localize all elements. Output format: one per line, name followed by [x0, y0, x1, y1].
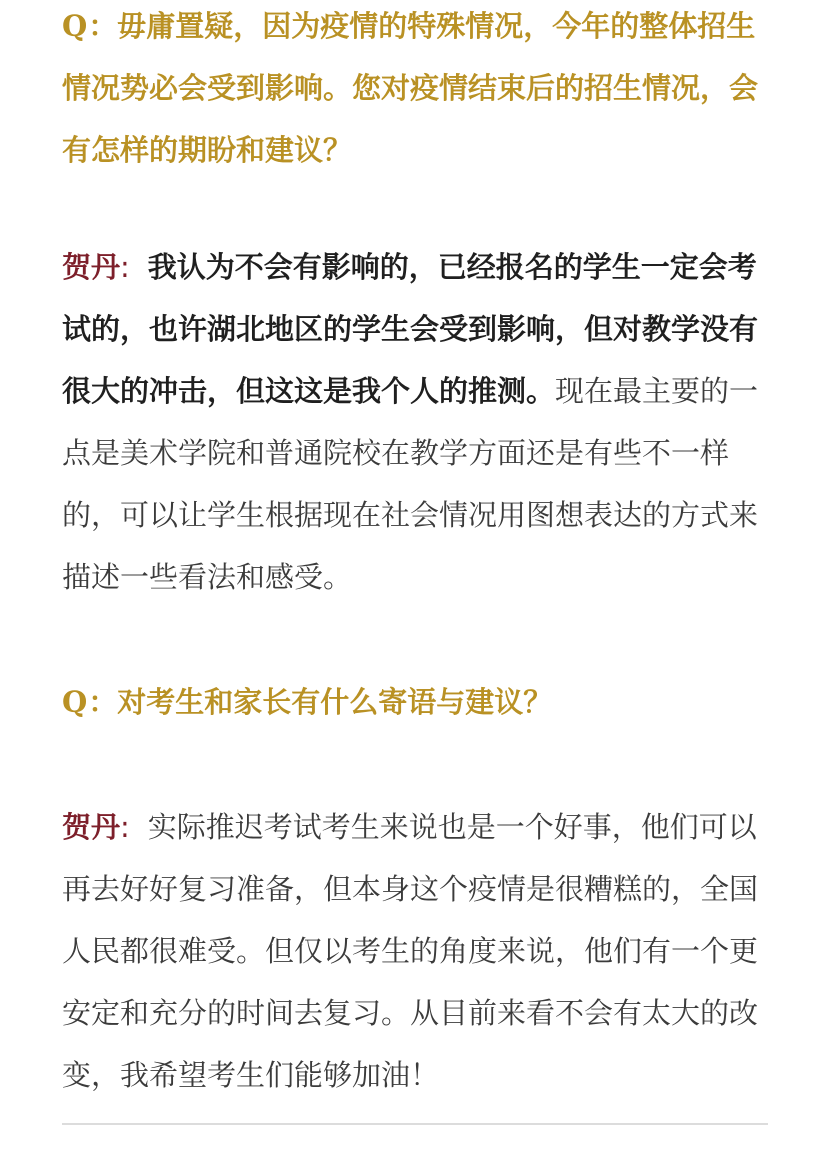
answer-2-colon: :: [120, 810, 130, 844]
article-body: [62, 0, 768, 1106]
answer-1-colon: :: [120, 250, 130, 284]
question-2: [62, 671, 768, 733]
question-2-mark: Q: [62, 685, 89, 719]
answer-1-text: 现在最主要的一点是美术学院和普通院校在教学方面还是有些不一样的，可以让学生根据现在社会情况用图想表达的方式来描述一些看法和感受。: [62, 374, 759, 594]
question-1-mark: Q: [62, 9, 89, 43]
answer-1: [62, 236, 768, 608]
answer-1-bold-text: 我认为不会有影响的，已经报名的学生一定会考试的，也许湖北地区的学生会受到影响，但对教学没有很大的冲击，但这这是我个人的推测。: [62, 250, 759, 408]
answer-2-speaker: 贺丹: [62, 810, 121, 844]
bottom-divider: [62, 1123, 768, 1125]
answer-2: [62, 796, 768, 1106]
question-1-text: ：毋庸置疑，因为疫情的特殊情况，今年的整体招生情况势必会受到影响。您对疫情结束后的招生情况，会有怎样的期盼和建议？: [62, 9, 759, 167]
question-2-text: ：对考生和家长有什么寄语与建议？: [88, 685, 553, 719]
question-1: [62, 0, 768, 181]
answer-2-text: 实际推迟考试考生来说也是一个好事，他们可以再去好好复习准备，但本身这个疫情是很糟糕的，全国人民都很难受。但仅以考生的角度来说，他们有一个更安定和充分的时间去复习。从目前来看不会有太大的改变，我希望考生们能够加油！: [62, 810, 759, 1092]
answer-1-speaker: 贺丹: [62, 250, 121, 284]
